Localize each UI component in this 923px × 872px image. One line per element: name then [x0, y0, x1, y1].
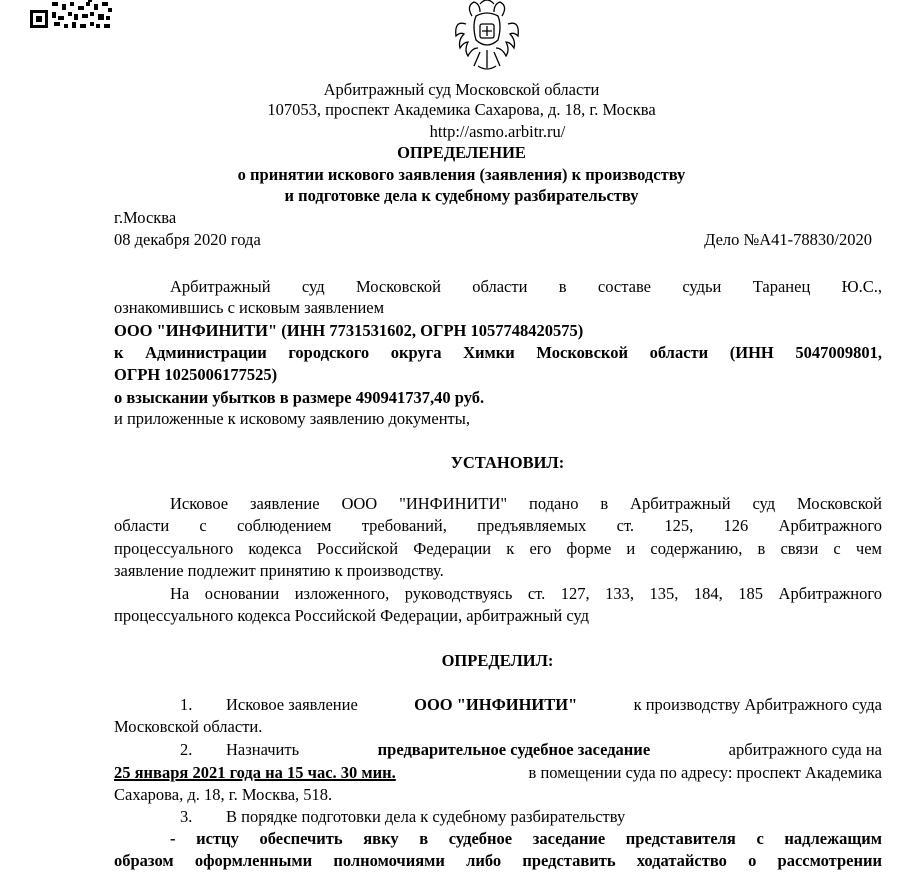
case-number: Дело №А41-78830/2020 — [704, 230, 872, 249]
item3-line3: образом оформленными полномочиями либо представить ходатайство о рассмотрении — [114, 851, 882, 870]
claim: о взыскании убытков в размере 490941737,40 руб. — [114, 388, 485, 407]
item3-line2: - истцу обеспечить явку в судебное заседание представителя с надлежащим — [170, 829, 882, 848]
item1-number: 1. — [180, 695, 193, 714]
intro-paragraph-line1: Арбитражный суд Московской области в составе судьи Таранец Ю.С., — [170, 277, 882, 296]
court-name: Арбитражный суд Московской области — [323, 80, 600, 99]
intro-paragraph-line2: ознакомившись с исковым заявлением — [114, 298, 385, 317]
item2-text-a: Назначить — [226, 740, 300, 759]
established-p2-line2: процессуального кодекса Российской Федерации, арбитражный суд — [114, 606, 590, 625]
document-subtitle-line1: о принятии искового заявления (заявления) к производству — [237, 165, 686, 184]
established-p1-line1: Исковое заявление ООО "ИНФИНИТИ" подано в Арбитражный суд Московской — [170, 494, 882, 513]
coat-of-arms-emblem — [452, 0, 522, 74]
hearing-datetime: 25 января 2021 года на 15 час. 30 мин. — [114, 763, 396, 782]
city: г.Москва — [114, 208, 177, 227]
item3-line1: В порядке подготовки дела к судебному разбирательству — [226, 807, 626, 826]
item2-line1 — [226, 739, 882, 761]
defendant-line1: к Администрации городского округа Химки Московской области (ИНН 5047009801, — [114, 343, 882, 362]
decided-heading: ОПРЕДЕЛИЛ: — [441, 651, 554, 670]
document-date: 08 декабря 2020 года — [114, 230, 261, 249]
item1-line1 — [226, 694, 882, 716]
established-p1-line4: заявление подлежит принятию к производству. — [114, 561, 444, 580]
document-subtitle-line2: и подготовке дела к судебному разбирательству — [284, 186, 639, 205]
item2-line2 — [114, 762, 882, 784]
qr-code — [28, 0, 114, 32]
plaintiff: ООО "ИНФИНИТИ" (ИНН 7731531602, ОГРН 1057748420575) — [114, 321, 584, 340]
item2-line3: Сахарова, д. 18, г. Москва, 518. — [114, 785, 333, 804]
item1-text-a: Исковое заявление — [226, 695, 358, 714]
item1-plaintiff: ООО "ИНФИНИТИ" — [414, 695, 578, 714]
item3-number: 3. — [180, 807, 193, 826]
item2-text-c: арбитражного суда на — [728, 740, 882, 759]
court-address: 107053, проспект Академика Сахарова, д. 18, г. Москва — [267, 100, 656, 119]
established-p2-line1: На основании изложенного, руководствуясь ст. 127, 133, 135, 184, 185 Арбитражного — [170, 584, 882, 603]
established-heading: УСТАНОВИЛ: — [450, 453, 565, 472]
established-p1-line3: процессуального кодекса Российской Федерации к его форме и содержанию, в связи с чем — [114, 539, 882, 558]
established-p1-line2: области с соблюдением требований, предъявляемых ст. 125, 126 Арбитражного — [114, 516, 882, 535]
item1-line2: Московской области. — [114, 717, 263, 736]
item1-text-c: к производству Арбитражного суда — [633, 695, 882, 714]
item2-number: 2. — [180, 740, 193, 759]
attachments: и приложенные к исковому заявлению документы, — [114, 409, 470, 428]
item2-hearing-type: предварительное судебное заседание — [377, 740, 651, 759]
item2-text-e: в помещении суда по адресу: проспект Академика — [528, 763, 882, 782]
document-title: ОПРЕДЕЛЕНИЕ — [397, 143, 526, 162]
court-url: http://asmo.arbitr.ru/ — [429, 122, 566, 141]
defendant-line2: ОГРН 1025006177525) — [114, 365, 278, 384]
